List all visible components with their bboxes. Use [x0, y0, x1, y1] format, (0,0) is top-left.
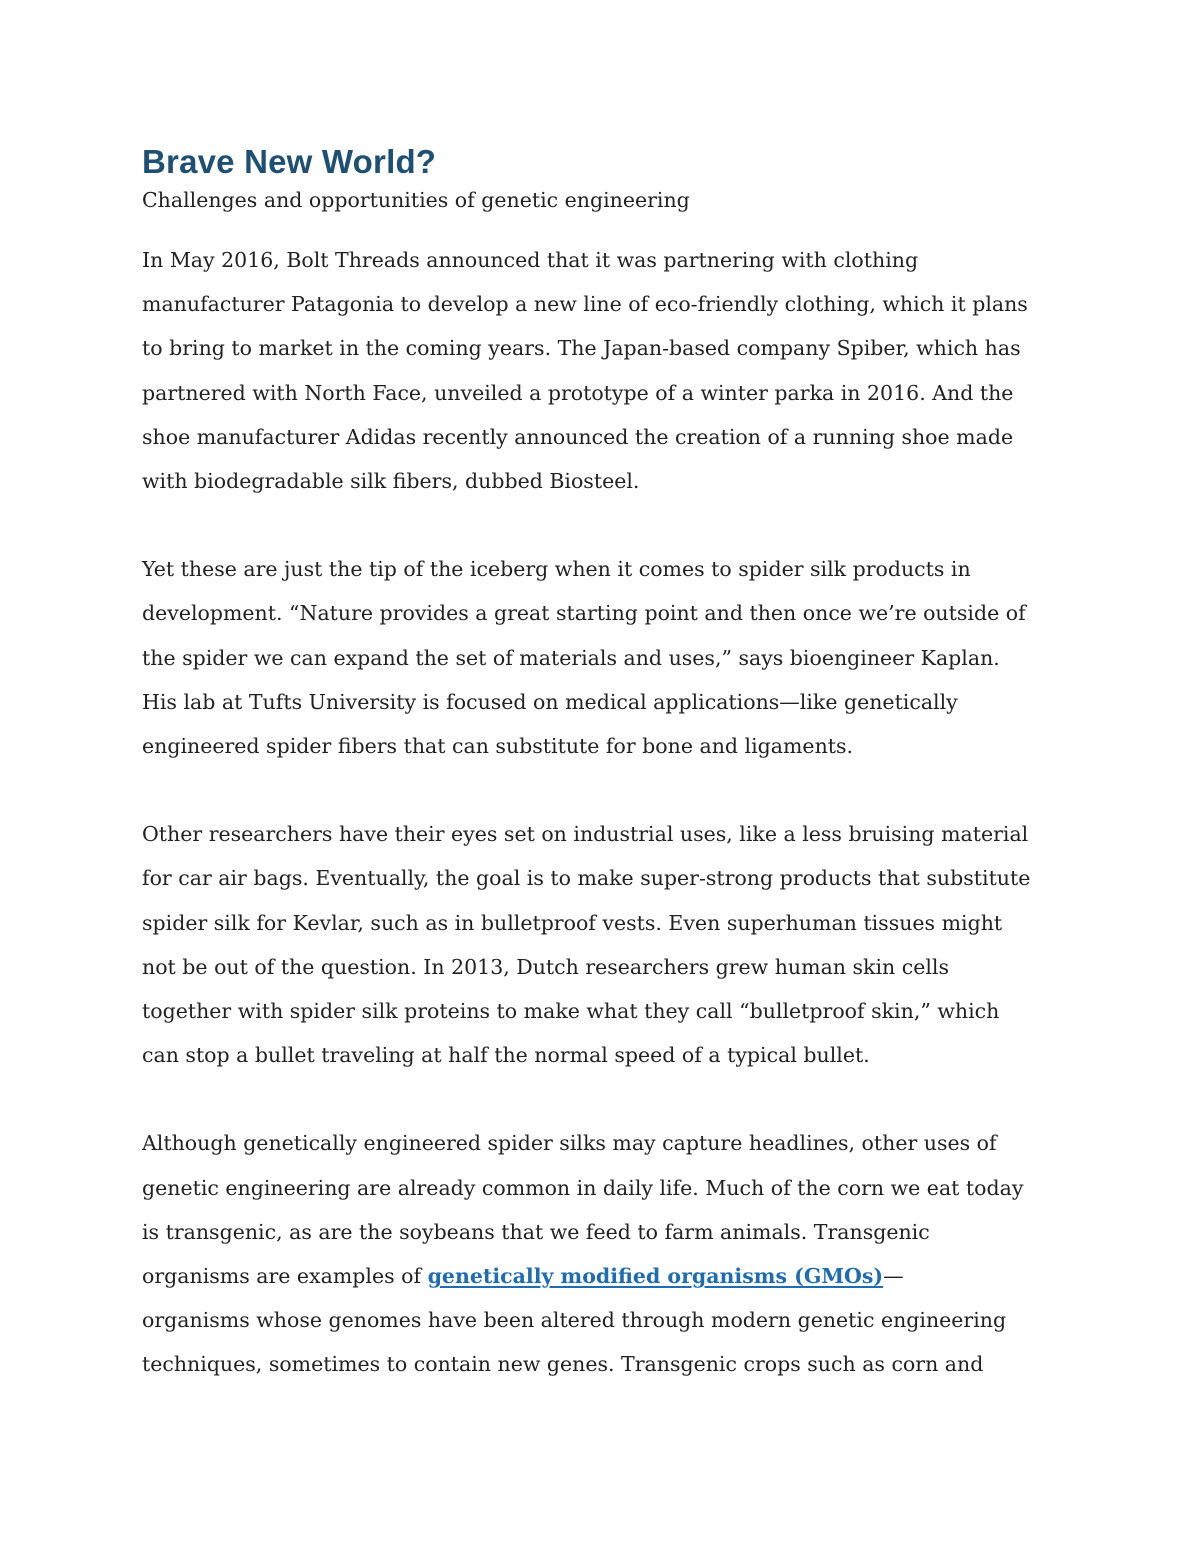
paragraph-line: can stop a bullet traveling at half the normal speed of a typical bullet.	[142, 1043, 870, 1068]
article-title: Brave New World?	[142, 143, 437, 180]
article-body	[142, 142, 1062, 1387]
paragraph-1	[142, 238, 1062, 503]
paragraph-line: spider silk for Kevlar, such as in bulletproof vests. Even superhuman tissues might	[142, 910, 1003, 935]
paragraph-line: genetic engineering are already common in daily life. Much of the corn we eat today	[142, 1175, 1024, 1200]
paragraph-line: manufacturer Patagonia to develop a new line of eco-friendly clothing, which it plans	[142, 292, 1028, 317]
gmo-glossary-link[interactable]: genetically modified organisms (GMOs)	[427, 1264, 884, 1289]
paragraph-2	[142, 547, 1062, 768]
paragraph-4	[142, 1121, 1062, 1386]
link-prefix-text: organisms are examples of	[142, 1264, 428, 1289]
paragraph-line: with biodegradable silk fibers, dubbed Biosteel.	[142, 469, 640, 494]
paragraph-line: development. “Nature provides a great starting point and then once we’re outside of	[142, 601, 1026, 626]
paragraph-line: shoe manufacturer Adidas recently announced the creation of a running shoe made	[142, 424, 1014, 449]
paragraph-line: Yet these are just the tip of the iceberg when it comes to spider silk products in	[142, 557, 971, 582]
paragraph-line: to bring to market in the coming years. The Japan-based company Spiber, which has	[142, 336, 1021, 361]
paragraph-line-with-link	[142, 1254, 1062, 1298]
paragraph-line: partnered with North Face, unveiled a prototype of a winter parka in 2016. And the	[142, 380, 1014, 405]
paragraph-line: the spider we can expand the set of materials and uses,” says bioengineer Kaplan.	[142, 645, 1000, 670]
paragraph-line: organisms whose genomes have been altered through modern genetic engineering	[142, 1308, 1007, 1333]
paragraph-line: In May 2016, Bolt Threads announced that it was partnering with clothing	[142, 248, 919, 272]
paragraph-line: Although genetically engineered spider silks may capture headlines, other uses of	[142, 1131, 997, 1156]
paragraph-line: not be out of the question. In 2013, Dutch researchers grew human skin cells	[142, 954, 949, 979]
paragraph-line: techniques, sometimes to contain new genes. Transgenic crops such as corn and	[142, 1352, 984, 1377]
article-subtitle: Challenges and opportunities of genetic engineering	[142, 188, 690, 212]
paragraph-line: for car air bags. Eventually, the goal is to make super-strong products that substitute	[142, 866, 1031, 891]
paragraph-line: together with spider silk proteins to make what they call “bulletproof skin,” which	[142, 999, 1000, 1024]
paragraph-line: His lab at Tufts University is focused on medical applications—like genetically	[142, 689, 958, 714]
paragraph-line: Other researchers have their eyes set on industrial uses, like a less bruising material	[142, 822, 1029, 847]
paragraph-3	[142, 812, 1062, 1077]
em-dash-text: —	[883, 1264, 904, 1289]
paragraph-line: engineered spider fibers that can substitute for bone and ligaments.	[142, 734, 854, 759]
paragraph-line: is transgenic, as are the soybeans that we feed to farm animals. Transgenic	[142, 1219, 930, 1244]
